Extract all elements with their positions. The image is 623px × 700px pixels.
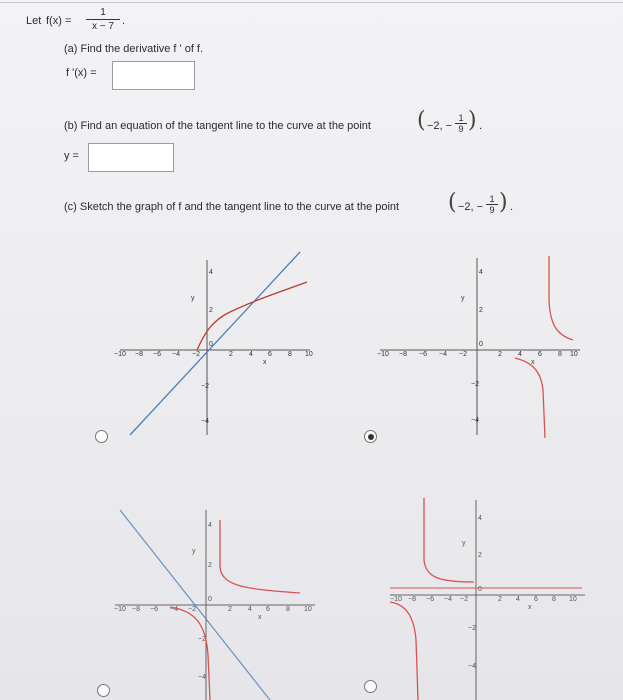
g3-x-label: x: [258, 614, 262, 621]
g1-ytick-2: 2: [209, 307, 213, 314]
part-c-point-fraction: [486, 194, 498, 215]
g3-ytick-m4: −4: [198, 674, 206, 681]
part-b-point-denominator: 9: [458, 124, 464, 134]
g4-xtick-8: 8: [552, 596, 556, 603]
part-b-point-numerator: 1: [458, 113, 464, 123]
g1-ytick-m4: −4: [201, 418, 209, 425]
function-lhs: f(x) =: [46, 15, 72, 27]
graph-3-tick-labels: [114, 522, 312, 681]
graph-2-curve-right: [549, 256, 573, 340]
g1-ytick-4: 4: [209, 269, 213, 276]
part-b-point-fraction: [455, 113, 467, 134]
g4-x-label: x: [528, 604, 532, 611]
part-b-left-paren: (: [417, 108, 426, 133]
graph-2-radio[interactable]: [364, 430, 377, 443]
function-fraction: [84, 7, 122, 32]
g2-xtick-m10: −10: [377, 351, 389, 358]
g2-xtick-6: 6: [538, 351, 542, 358]
g3-xtick-2: 2: [228, 606, 232, 613]
part-b-label: y =: [64, 150, 79, 162]
g4-ytick-2: 2: [478, 552, 482, 559]
graph-4-tick-labels: [390, 515, 577, 670]
g3-y-label: y: [192, 548, 196, 555]
g1-x-label: x: [263, 359, 267, 366]
part-c-point-x: −2, −: [458, 201, 484, 213]
g4-ytick-4: 4: [478, 515, 482, 522]
g1-xtick-m8: −8: [135, 351, 143, 358]
g2-ytick-m4: −4: [471, 417, 479, 424]
part-c-left-paren: (: [448, 190, 457, 215]
fraction-denominator: x − 7: [92, 21, 114, 32]
g4-xtick-m6: −6: [426, 596, 434, 603]
g4-xtick-6: 6: [534, 596, 538, 603]
part-c-point-denominator: 9: [489, 205, 495, 215]
graph-3-curve-right: [220, 520, 300, 593]
graph-4-curve-left: [390, 602, 418, 700]
g2-xtick-10: 10: [570, 351, 578, 358]
graph-1-axes: [120, 260, 310, 435]
g1-origin: 0: [209, 341, 213, 348]
g1-xtick-10: 10: [305, 351, 313, 358]
intro-period: .: [122, 15, 126, 27]
g2-xtick-2: 2: [498, 351, 502, 358]
g2-ytick-m2: −2: [471, 381, 479, 388]
graph-4-curve-right: [424, 498, 474, 582]
graph-option-2: [365, 240, 595, 440]
graph-2-curve-left: [515, 358, 545, 438]
g3-xtick-m6: −6: [150, 606, 158, 613]
g4-xtick-m8: −8: [408, 596, 416, 603]
g3-xtick-m10: −10: [114, 606, 126, 613]
graph-option-1: [95, 240, 325, 440]
g4-origin: 0: [478, 586, 482, 593]
g2-ytick-4: 4: [479, 269, 483, 276]
part-b-right-paren: ): [468, 108, 477, 133]
graph-option-3: [100, 495, 330, 700]
g3-ytick-m2: −2: [198, 636, 206, 643]
g4-xtick-m2: −2: [460, 596, 468, 603]
graph-1-function-curve: [197, 282, 307, 350]
g4-xtick-4: 4: [516, 596, 520, 603]
part-c-right-paren: ): [499, 190, 508, 215]
g2-xtick-m4: −4: [439, 351, 447, 358]
graph-1-x-tick-labels: [114, 295, 313, 366]
g3-ytick-2: 2: [208, 562, 212, 569]
g1-xtick-m2: −2: [192, 351, 200, 358]
derivative-answer-input[interactable]: [112, 61, 195, 90]
g1-xtick-2: 2: [229, 351, 233, 358]
graph-3-radio[interactable]: [97, 684, 110, 697]
g4-ytick-m2: −2: [468, 625, 476, 632]
g2-xtick-4: 4: [518, 351, 522, 358]
g4-xtick-m4: −4: [444, 596, 452, 603]
g1-xtick-m10: −10: [114, 351, 126, 358]
g4-xtick-m10: −10: [390, 596, 402, 603]
part-c-prompt: (c) Sketch the graph of f and the tangent line to the curve at the point: [64, 201, 400, 213]
g4-xtick-10: 10: [569, 596, 577, 603]
g2-origin: 0: [479, 341, 483, 348]
g4-xtick-2: 2: [498, 596, 502, 603]
graph-4-radio[interactable]: [364, 680, 377, 693]
part-c-point-numerator: 1: [489, 194, 495, 204]
part-b-prompt: (b) Find an equation of the tangent line to the curve at the point: [64, 120, 371, 132]
g2-xtick-m6: −6: [419, 351, 427, 358]
graph-1-tangent-line: [130, 252, 300, 435]
fraction-numerator: 1: [100, 7, 106, 18]
g1-xtick-4: 4: [249, 351, 253, 358]
g3-xtick-4: 4: [248, 606, 252, 613]
g3-xtick-m8: −8: [132, 606, 140, 613]
g1-xtick-m6: −6: [153, 351, 161, 358]
let-label: Let: [26, 15, 42, 27]
g1-xtick-6: 6: [268, 351, 272, 358]
g1-xtick-8: 8: [288, 351, 292, 358]
top-rule: [0, 2, 623, 3]
g3-xtick-m2: −2: [188, 606, 196, 613]
g3-xtick-8: 8: [286, 606, 290, 613]
g2-y-label: y: [461, 295, 465, 302]
part-b-period: .: [479, 120, 483, 132]
g1-xtick-m4: −4: [172, 351, 180, 358]
g4-y-label: y: [462, 540, 466, 547]
part-a-prompt: (a) Find the derivative f ' of f.: [64, 43, 204, 55]
g3-xtick-10: 10: [304, 606, 312, 613]
g3-xtick-6: 6: [266, 606, 270, 613]
g2-ytick-2: 2: [479, 307, 483, 314]
graph-option-4: [370, 490, 600, 700]
g2-xtick-m2: −2: [459, 351, 467, 358]
tangent-line-answer-input[interactable]: [88, 143, 174, 172]
g1-y-label: y: [191, 295, 195, 302]
g3-xtick-m4: −4: [170, 606, 178, 613]
graph-1-radio[interactable]: [95, 430, 108, 443]
part-b-point-x: −2, −: [427, 120, 453, 132]
g2-x-label: x: [531, 359, 535, 366]
part-c-period: .: [510, 201, 514, 213]
g2-xtick-m8: −8: [399, 351, 407, 358]
graph-3-curve-left: [170, 607, 210, 700]
g1-ytick-m2: −2: [201, 383, 209, 390]
g4-ytick-m4: −4: [468, 663, 476, 670]
g3-ytick-4: 4: [208, 522, 212, 529]
g2-xtick-8: 8: [558, 351, 562, 358]
part-a-label: f '(x) =: [66, 67, 97, 79]
g3-origin: 0: [208, 596, 212, 603]
